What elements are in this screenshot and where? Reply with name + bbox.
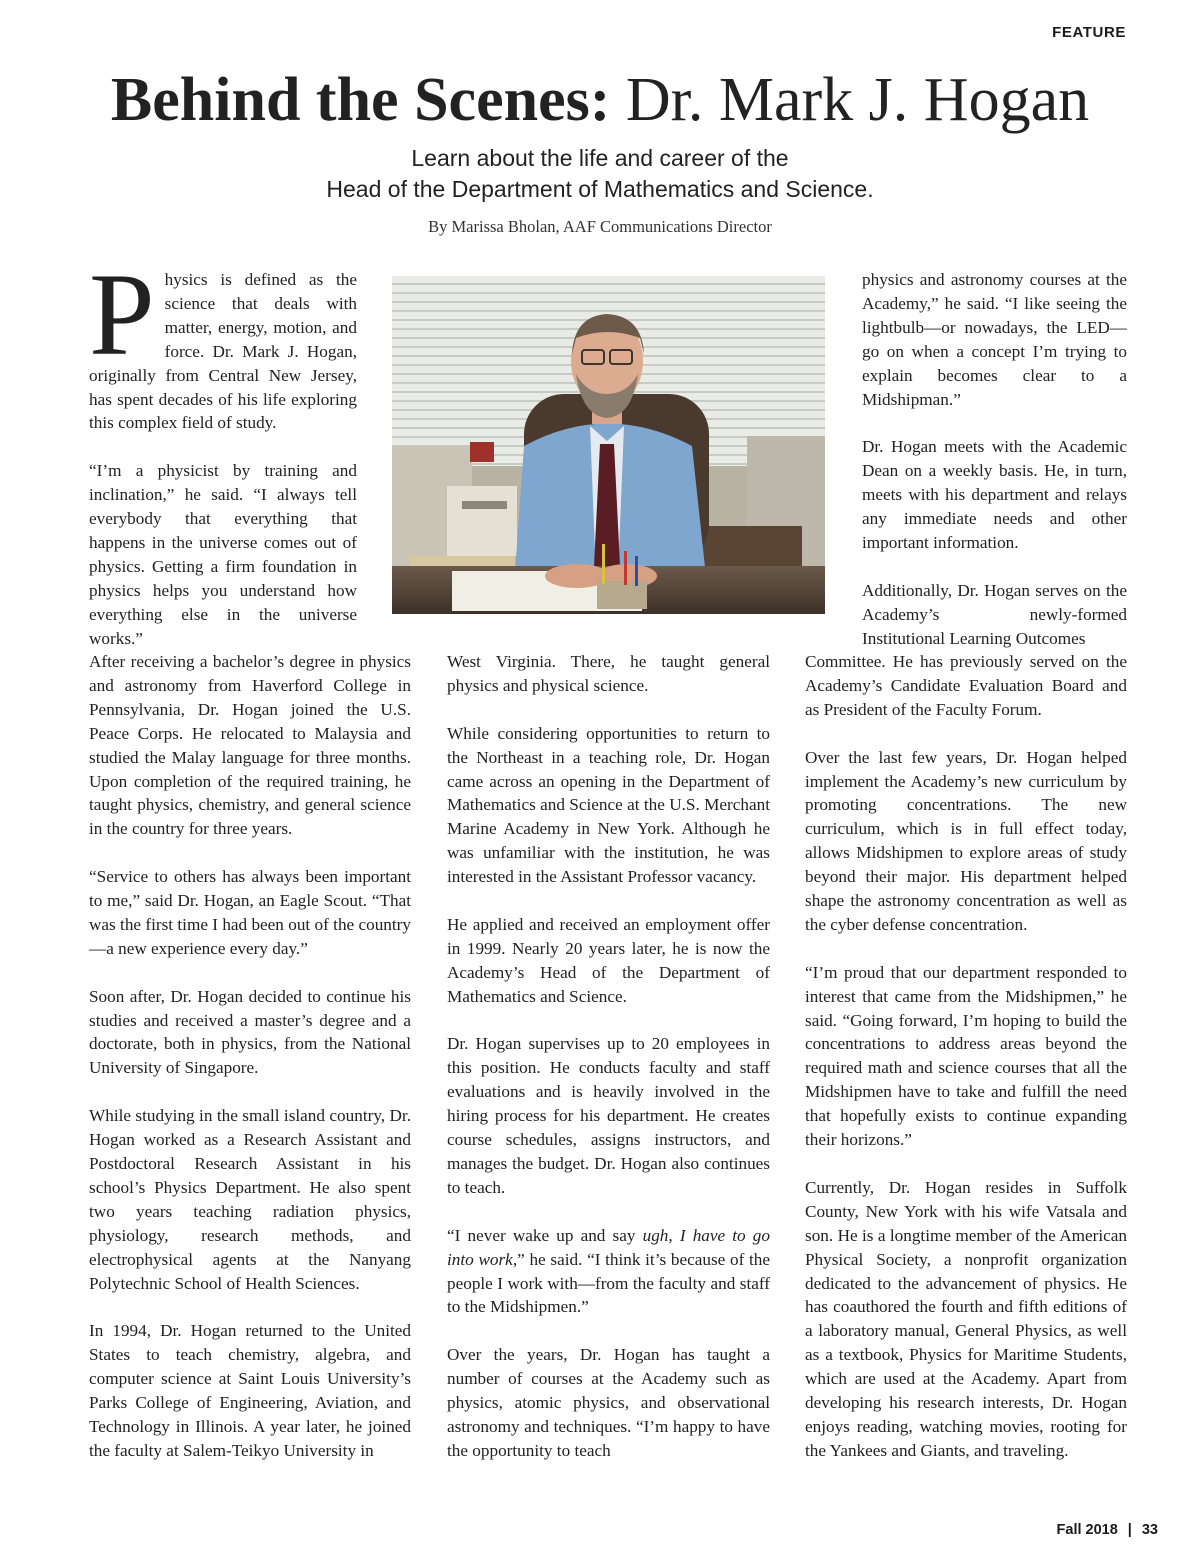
paragraph: Over the last few years, Dr. Hogan helped implement the Academy’s new curriculum by promoting concentrations. The new curriculum, which is in full effect today, allows Midshipmen to explore areas of study beyond their major. His department helped shape the astronomy concentration as well as the cyber defense concentration. xyxy=(805,747,1127,934)
column-left xyxy=(89,650,411,1463)
drop-cap: P xyxy=(89,249,155,380)
paragraph: He applied and received an employment offer in 1999. Nearly 20 years later, he is now the Academy’s Head of the Department of Mathematics and Science. xyxy=(447,914,770,1006)
column-right xyxy=(805,650,1127,1463)
column-right-middle xyxy=(862,579,1127,651)
paragraph: Over the years, Dr. Hogan has taught a number of courses at the Academy such as physics, atomic physics, and observational astronomy and techniques. “I’m happy to have the opportunity to teach xyxy=(447,1345,770,1460)
paragraph: Committee. He has previously served on the Academy’s Candidate Evaluation Board and as President of the Faculty Forum. xyxy=(805,652,1127,719)
paragraph: Currently, Dr. Hogan resides in Suffolk County, New York with his wife Vatsala and son. He is a longtime member of the American Physical Society, a nonprofit organization dedicated to the advancement of physics. He has coauthored the fourth and fifth editions of a laboratory manual, General Physics, as well as a textbook, Physics for Maritime Students, which are used at the Academy. Apart from developing his research interests, Dr. Hogan enjoys reading, watching movies, rooting for the Yankees and Giants, and traveling. xyxy=(805,1177,1127,1460)
paragraph: While considering opportunities to return to the Northeast in a teaching role, Dr. Hogan came across an opening in the Department of Mathematics and Science at the U.S. Merchant Marine Academy in New York. Although he was unfamiliar with the institution, he was interested in the Assistant Professor vacancy. xyxy=(447,723,770,887)
portrait-photo xyxy=(392,276,825,614)
paragraph: Dr. Hogan supervises up to 20 employees in this position. He conducts faculty and staff evaluations and is heavily involved in the hiring process for his department. He creates course schedules, assigns instructors, and manages the budget. Dr. Hogan also continues to teach. xyxy=(447,1034,770,1197)
page-footer xyxy=(1057,1522,1158,1538)
column-middle xyxy=(447,650,770,1463)
lead-paragraph-text: hysics is defined as the science that deals with matter, energy, motion, and force. Dr. Mark J. Hogan, originally from Central New Jersey, has spent decades of his life exploring this complex field of study. xyxy=(89,270,357,433)
article-title xyxy=(0,64,1200,136)
paragraph: Dr. Hogan meets with the Academic Dean on a weekly basis. He, in turn, meets with his department and relays any immediate needs and other important information. xyxy=(862,437,1127,552)
issue-label: Fall 2018 xyxy=(1056,1522,1118,1538)
quote-text-start: “I never wake up and say xyxy=(447,1225,643,1245)
title-name-part: Dr. Mark J. Hogan xyxy=(625,66,1090,134)
quote-paragraph xyxy=(447,1224,770,1320)
byline: By Marissa Bholan, AAF Communications Director xyxy=(428,217,772,236)
paragraph: West Virginia. There, he taught general physics and physical science. xyxy=(447,652,770,695)
paragraph: “I’m a physicist by training and inclination,” he said. “I always tell everybody that everything that happens in the universe comes out of physics. Getting a firm foundation in physics helps you understand how everything else in the universe works.” xyxy=(89,461,357,648)
paragraph: After receiving a bachelor’s degree in physics and astronomy from Haverford College in Pennsylvania, Dr. Hogan joined the U.S. Peace Corps. He relocated to Malaysia and studied the Malay language for three months. Upon completion of the required training, he taught physics, chemistry, and general science in the country for three years. xyxy=(89,652,411,839)
article-subtitle xyxy=(0,143,1200,205)
lead-paragraph xyxy=(89,249,357,435)
section-label: FEATURE xyxy=(1052,24,1126,41)
column-right-top xyxy=(862,268,1127,555)
footer-separator: | xyxy=(1127,1522,1132,1538)
paragraph: physics and astronomy courses at the Academy,” he said. “I like seeing the lightbulb—or nowadays, the LED—go on when a concept I’m trying to explain becomes clear to a Midshipman.” xyxy=(862,270,1127,409)
column-left-top xyxy=(89,249,357,650)
paragraph: While studying in the small island country, Dr. Hogan worked as a Research Assistant and Postdoctoral Research Assistant in his school’s Physics Department. He also spent two years teaching radiation physics, physiology, research methods, and electrophysical agents at the Nanyang Polytechnic School of Health Sciences. xyxy=(89,1106,411,1293)
title-bold-part: Behind the Scenes: xyxy=(110,66,611,134)
subtitle-line-2: Head of the Department of Mathematics and Science. xyxy=(326,176,874,202)
quote-text-end: ,” he said. “I think it’s because of the people I work with—from the faculty and staff to the Midshipmen.” xyxy=(447,1249,770,1317)
paragraph: Soon after, Dr. Hogan decided to continue his studies and received a master’s degree and a doctorate, both in physics, from the National University of Singapore. xyxy=(89,986,411,1078)
paragraph: “Service to others has always been important to me,” said Dr. Hogan, an Eagle Scout. “That was the first time I had been out of the country—a new experience every day.” xyxy=(89,867,411,958)
paragraph: Additionally, Dr. Hogan serves on the Academy’s newly-formed Institutional Learning Outcomes xyxy=(862,581,1127,648)
portrait-photo-illustration xyxy=(392,276,825,614)
paragraph: In 1994, Dr. Hogan returned to the United States to teach chemistry, algebra, and computer science at Saint Louis University’s Parks College of Engineering, Aviation, and Technology in Illinois. A year later, he joined the faculty at Salem-Teikyo University in xyxy=(89,1321,411,1460)
quote-italic-text: ugh, I have to go into work xyxy=(447,1225,770,1269)
subtitle-line-1: Learn about the life and career of the xyxy=(411,145,789,171)
page-number: 33 xyxy=(1141,1522,1158,1538)
paragraph: “I’m proud that our department responded to interest that came from the Midshipmen,” he said. “Going forward, I’m hoping to build the concentrations to address areas beyond the required math and science courses that all the Midshipmen have to take and fulfill the need that hopefully exists to continue expanding their horizons.” xyxy=(805,962,1127,1150)
